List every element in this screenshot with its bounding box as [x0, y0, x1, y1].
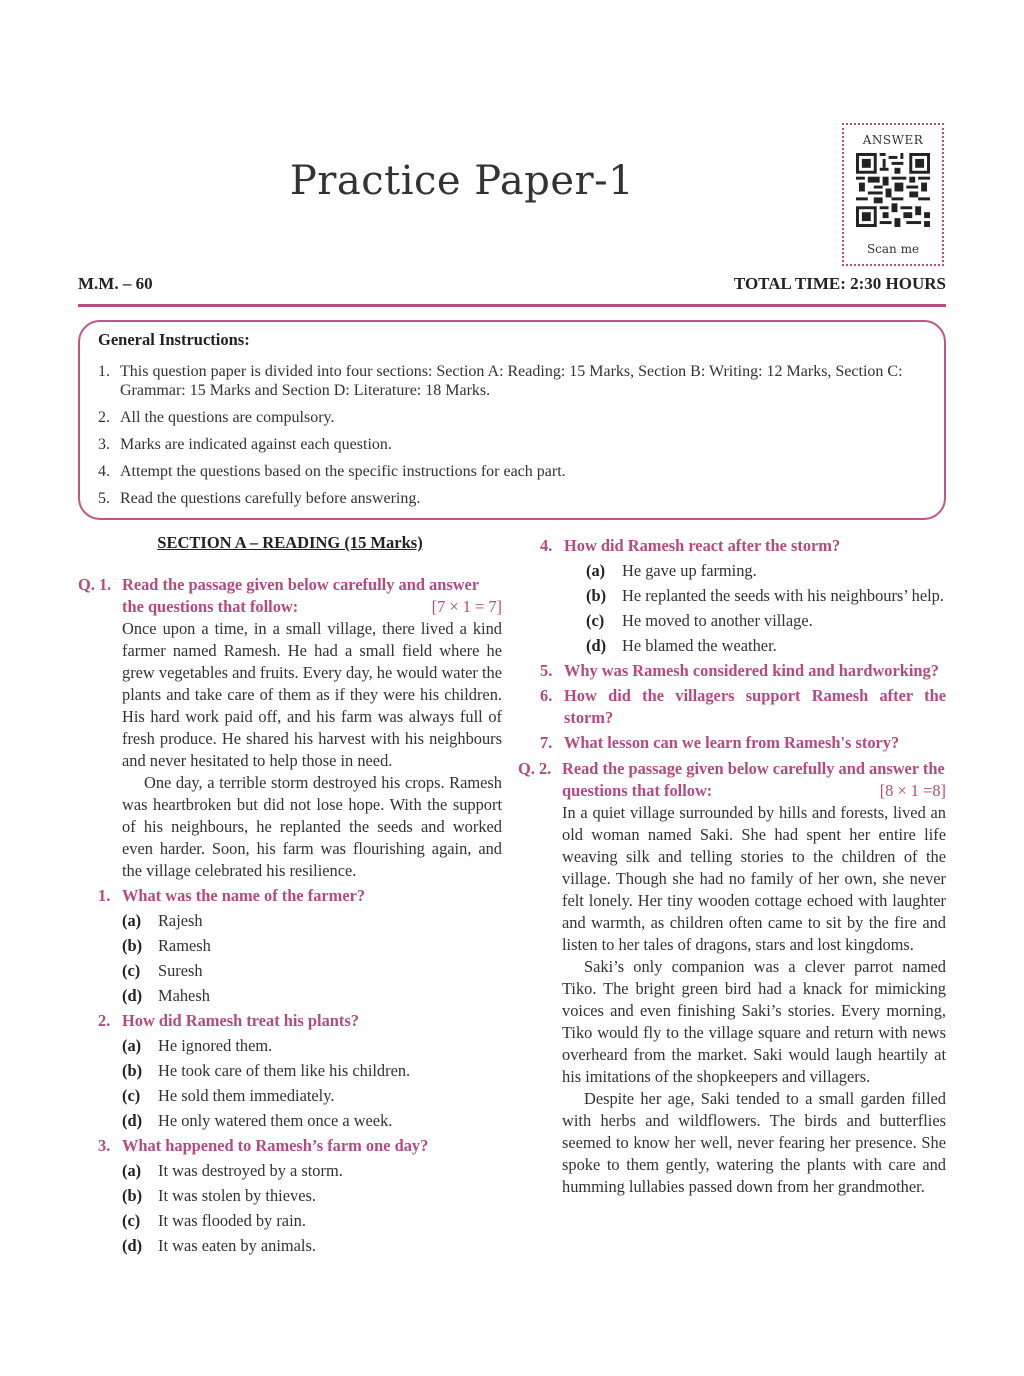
option[interactable] — [122, 1160, 502, 1182]
left-column — [78, 532, 502, 1260]
option[interactable] — [122, 1235, 502, 1257]
option-text: He replanted the seeds with his neighbours’ help. — [622, 586, 944, 605]
question-number: Q. 2. — [518, 759, 552, 778]
qr-caption: Scan me — [866, 242, 920, 256]
option[interactable] — [122, 935, 502, 957]
instruction-item — [98, 489, 926, 508]
option-text: He took care of them like his children. — [158, 1061, 411, 1080]
passage-paragraph: Despite her age, Saki tended to a small garden filled with herbs and wildflowers. The birds and butterflies seemed to know her well, never fearing her presence. She spoke to them gently, watering the plants with care and humming lullabies passed down from her grandmother. — [562, 1089, 946, 1196]
instruction-text: This question paper is divided into four sections: Section A: Reading: 15 Marks, Section B: Writing: 12 Marks, Section C: Grammar: 15 Marks and Section D: Literature: 18 Marks. — [120, 363, 903, 399]
option-label: (b) — [122, 1186, 143, 1205]
option-text: He ignored them. — [158, 1036, 273, 1055]
option[interactable] — [122, 910, 502, 932]
sub-question — [540, 660, 946, 682]
option-text: He sold them immediately. — [158, 1086, 335, 1105]
instruction-number: 5. — [98, 490, 110, 507]
instruction-item — [98, 435, 926, 454]
options-list — [78, 1035, 502, 1132]
option-label: (c) — [122, 1211, 141, 1230]
option-text: He gave up farming. — [622, 561, 757, 580]
option-text: Mahesh — [158, 986, 210, 1005]
sub-question — [78, 1135, 502, 1157]
passage-1 — [78, 618, 502, 882]
sub-question-text: What was the name of the farmer? — [122, 886, 366, 905]
instructions-heading: General Instructions: — [98, 330, 250, 349]
max-marks: M.M. – 60 — [78, 274, 153, 293]
sub-question-number: 6. — [540, 686, 553, 705]
instruction-text: Read the questions carefully before answering. — [120, 490, 421, 507]
option[interactable] — [122, 1210, 502, 1232]
option-label: (a) — [122, 1036, 142, 1055]
option-label: (a) — [122, 911, 142, 930]
option-text: It was stolen by thieves. — [158, 1186, 316, 1205]
qr-code-icon — [856, 153, 930, 227]
option-label: (d) — [122, 1236, 143, 1255]
sub-question — [540, 535, 946, 557]
section-title: SECTION A – READING (15 Marks) — [157, 533, 423, 552]
instruction-item — [98, 408, 926, 427]
sub-question-text: Why was Ramesh considered kind and hardworking? — [564, 661, 939, 680]
total-time: TOTAL TIME: 2:30 HOURS — [733, 274, 946, 293]
instruction-number: 4. — [98, 463, 110, 480]
passage-2 — [540, 802, 946, 1198]
question-number: Q. 1. — [78, 575, 112, 594]
options-list — [78, 1160, 502, 1257]
question-2-header — [518, 758, 946, 802]
header-divider — [78, 304, 946, 307]
instruction-item — [98, 462, 926, 481]
option[interactable] — [122, 960, 502, 982]
option-label: (a) — [586, 561, 606, 580]
marks-allocation: [7 × 1 = 7] — [431, 597, 502, 616]
instruction-number: 3. — [98, 436, 110, 453]
option-label: (c) — [586, 611, 605, 630]
option[interactable] — [122, 985, 502, 1007]
prompt-text: Read the passage given below carefully and answer the questions that follow: — [122, 575, 479, 616]
sub-question — [540, 685, 946, 729]
qr-label: ANSWER — [862, 133, 924, 147]
option-text: It was flooded by rain. — [158, 1211, 306, 1230]
instruction-number: 2. — [98, 409, 110, 426]
option-label: (c) — [122, 961, 141, 980]
options-list — [540, 560, 946, 657]
option[interactable] — [586, 610, 946, 632]
option-text: Ramesh — [158, 936, 211, 955]
question-1-header — [78, 574, 502, 618]
page-title: Practice Paper-1 — [289, 158, 635, 204]
passage-paragraph: Saki’s only companion was a clever parrot named Tiko. The bright green bird had a knack for mimicking voices and even finishing Saki’s stories. Every morning, Tiko would fly to the village square and return with news overheard from the market. Saki would laugh heartily at his imitations of the shopkeepers and villagers. — [562, 957, 946, 1086]
question-prompt — [122, 574, 502, 618]
instruction-number: 1. — [98, 363, 110, 380]
option[interactable] — [122, 1110, 502, 1132]
option-label: (a) — [122, 1161, 142, 1180]
option-label: (b) — [122, 936, 143, 955]
passage-paragraph: One day, a terrible storm destroyed his crops. Ramesh was heartbroken but did not lose hope. With the support of his neighbours, he replanted the seeds and worked even harder. Soon, his farm was flourishing again, and the village celebrated his resilience. — [122, 773, 502, 880]
instruction-text: All the questions are compulsory. — [120, 409, 335, 426]
option-text: He moved to another village. — [622, 611, 813, 630]
right-column — [518, 532, 946, 1198]
option-label: (d) — [586, 636, 607, 655]
instruction-text: Attempt the questions based on the specific instructions for each part. — [120, 463, 566, 480]
sub-question-text: How did the villagers support Ramesh after the storm? — [564, 686, 946, 727]
option-text: He only watered them once a week. — [158, 1111, 393, 1130]
option-text: Rajesh — [158, 911, 203, 930]
option-text: He blamed the weather. — [622, 636, 777, 655]
sub-question — [78, 885, 502, 907]
sub-question-text: How did Ramesh treat his plants? — [122, 1011, 359, 1030]
option-label: (b) — [122, 1061, 143, 1080]
sub-question-text: What happened to Ramesh’s farm one day? — [122, 1136, 429, 1155]
sub-question-number: 5. — [540, 661, 553, 680]
sub-question — [78, 1010, 502, 1032]
option[interactable] — [122, 1035, 502, 1057]
instruction-text: Marks are indicated against each question. — [120, 436, 392, 453]
option-label: (d) — [122, 986, 143, 1005]
option-text: It was eaten by animals. — [158, 1236, 316, 1255]
sub-question-number: 2. — [98, 1011, 111, 1030]
sub-question-number: 3. — [98, 1136, 111, 1155]
option[interactable] — [122, 1185, 502, 1207]
sub-question — [540, 732, 946, 754]
instructions-list — [98, 362, 926, 508]
prompt-text: Read the passage given below carefully and answer the questions that follow: — [562, 759, 945, 800]
option[interactable] — [586, 560, 946, 582]
option-label: (b) — [586, 586, 607, 605]
sub-question-number: 7. — [540, 733, 553, 752]
option[interactable] — [122, 1060, 502, 1082]
passage-paragraph: Once upon a time, in a small village, there lived a kind farmer named Ramesh. He had a small field where he grew vegetables and fruits. Every day, he would water the plants and take care of them as if they were his children. His hard work paid off, and his farm was always full of fresh produce. He shared his harvest with his neighbours and never hesitated to help those in need. — [122, 619, 502, 770]
instruction-item — [98, 362, 926, 400]
option[interactable] — [122, 1085, 502, 1107]
marks-allocation: [8 × 1 =8] — [879, 781, 946, 800]
option-text: Suresh — [158, 961, 203, 980]
option-label: (c) — [122, 1086, 141, 1105]
options-list — [78, 910, 502, 1007]
sub-question-number: 1. — [98, 886, 111, 905]
sub-question-number: 4. — [540, 536, 553, 555]
sub-question-text: How did Ramesh react after the storm? — [564, 536, 841, 555]
sub-question-text: What lesson can we learn from Ramesh's story? — [564, 733, 900, 752]
option[interactable] — [586, 585, 946, 607]
option-text: It was destroyed by a storm. — [158, 1161, 343, 1180]
option-label: (d) — [122, 1111, 143, 1130]
answer-qr-box[interactable] — [842, 123, 944, 266]
option[interactable] — [586, 635, 946, 657]
question-prompt — [562, 758, 946, 802]
passage-paragraph: In a quiet village surrounded by hills and forests, lived an old woman named Saki. She had spent her entire life weaving silk and telling stories to the children of the village. Though she had no family of her own, she never felt lonely. Her tiny wooden cottage echoed with laughter and warmth, as children often came to sit by the fire and listen to her tales of dragons, stars and lost kingdoms. — [562, 803, 946, 954]
general-instructions-box — [78, 320, 946, 520]
